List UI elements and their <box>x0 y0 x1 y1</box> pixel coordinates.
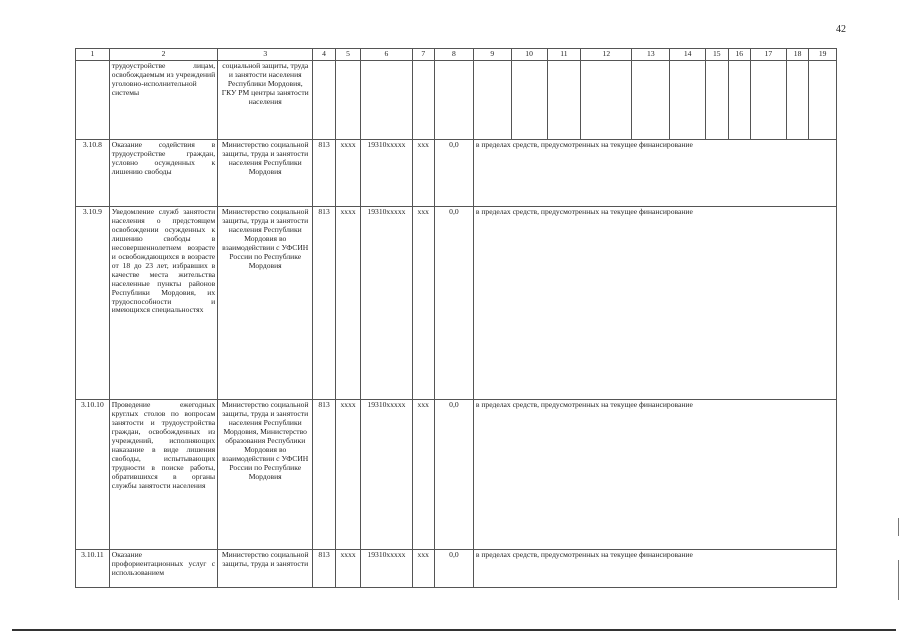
header-cell: 3 <box>218 49 313 61</box>
header-cell: 16 <box>728 49 751 61</box>
table-row <box>76 207 837 400</box>
table-row <box>76 550 837 588</box>
header-cell: 1 <box>76 49 110 61</box>
code-cell: xxx <box>412 140 435 207</box>
executor-cell: Министерство социальной защиты, труда и занятости населения Республики Мордовия, Министерство образования Республики Мордовия во взаимодействии с УФСИН России по Республике Мордовия <box>218 400 313 550</box>
code-cell: xxx <box>412 400 435 550</box>
code-cell: xxxx <box>335 140 361 207</box>
num-cell: 3.10.11 <box>76 550 110 588</box>
scan-edge-mark <box>898 518 899 536</box>
code-cell: 813 <box>313 140 336 207</box>
page-number: 42 <box>836 24 846 35</box>
executor-cell: социальной защиты, труда и занятости населения Республики Мордовия, ГКУ РМ центры занятости населения <box>218 61 313 140</box>
header-cell: 2 <box>109 49 217 61</box>
code-cell: xxx <box>412 550 435 588</box>
table-row <box>76 140 837 207</box>
code-cell: 813 <box>313 400 336 550</box>
code-cell: 19310xxxxx <box>361 140 412 207</box>
header-cell: 11 <box>547 49 581 61</box>
code-cell: xxx <box>412 207 435 400</box>
executor-cell: Министерство социальной защиты, труда и занятости населения Республики Мордовия во взаимодействии с УФСИН России по Республике Мордовия <box>218 207 313 400</box>
scan-edge-mark <box>898 560 899 600</box>
header-cell: 12 <box>581 49 632 61</box>
amount-cell: 0,0 <box>435 400 474 550</box>
header-row <box>76 49 837 61</box>
measure-cell: трудоустройстве лицам, освобождаемым из учреждений уголовно-исполнительной системы <box>109 61 217 140</box>
financing-cell: в пределах средств, предусмотренных на текущее финансирование <box>473 550 836 588</box>
header-cell: 4 <box>313 49 336 61</box>
header-cell: 10 <box>511 49 547 61</box>
executor-cell: Министерство социальной защиты, труда и занятости населения Республики Мордовия <box>218 140 313 207</box>
header-cell: 13 <box>632 49 670 61</box>
header-cell: 9 <box>473 49 511 61</box>
header-cell: 8 <box>435 49 474 61</box>
code-cell: 813 <box>313 207 336 400</box>
header-cell: 6 <box>361 49 412 61</box>
financing-cell: в пределах средств, предусмотренных на текущее финансирование <box>473 400 836 550</box>
measure-cell: Оказание профориентационных услуг с использованием <box>109 550 217 588</box>
table-row <box>76 400 837 550</box>
code-cell: 813 <box>313 550 336 588</box>
amount-cell: 0,0 <box>435 207 474 400</box>
amount-cell: 0,0 <box>435 550 474 588</box>
code-cell: 19310xxxxx <box>361 550 412 588</box>
header-cell: 15 <box>706 49 729 61</box>
num-cell: 3.10.10 <box>76 400 110 550</box>
header-cell: 18 <box>786 49 809 61</box>
financing-cell: в пределах средств, предусмотренных на текущее финансирование <box>473 140 836 207</box>
table-row-continuation <box>76 61 837 140</box>
num-cell: 3.10.8 <box>76 140 110 207</box>
code-cell: 19310xxxxx <box>361 207 412 400</box>
budget-measures-table <box>75 48 837 588</box>
header-cell: 19 <box>809 49 837 61</box>
measure-cell: Уведомление служб занятости населения о предстоящем освобождении осужденных к лишению свободы в несовершеннолетнем возрасте и освобождающихся в возрасте от 18 до 23 лет, избравших в качестве места жительства населенные пункты районов Республики Мордовия, их трудоспособности и имеющихся специальностях <box>109 207 217 400</box>
num-cell <box>76 61 110 140</box>
financing-cell: в пределах средств, предусмотренных на текущее финансирование <box>473 207 836 400</box>
measure-cell: Проведение ежегодных круглых столов по вопросам занятости и трудоустройства граждан, освобожденных из учреждений, исполняющих наказание в виде лишения свободы, испытывающих трудности в поиске работы, обратившихся в органы службы занятости населения <box>109 400 217 550</box>
header-cell: 17 <box>751 49 787 61</box>
header-cell: 14 <box>670 49 706 61</box>
code-cell: xxxx <box>335 400 361 550</box>
header-cell: 7 <box>412 49 435 61</box>
code-cell: 19310xxxxx <box>361 400 412 550</box>
executor-cell: Министерство социальной защиты, труда и занятости <box>218 550 313 588</box>
amount-cell: 0,0 <box>435 140 474 207</box>
num-cell: 3.10.9 <box>76 207 110 400</box>
code-cell: xxxx <box>335 550 361 588</box>
scan-bottom-edge <box>12 629 896 631</box>
code-cell: xxxx <box>335 207 361 400</box>
header-cell: 5 <box>335 49 361 61</box>
measure-cell: Оказание содействия в трудоустройстве граждан, условно осужденных к лишению свободы <box>109 140 217 207</box>
